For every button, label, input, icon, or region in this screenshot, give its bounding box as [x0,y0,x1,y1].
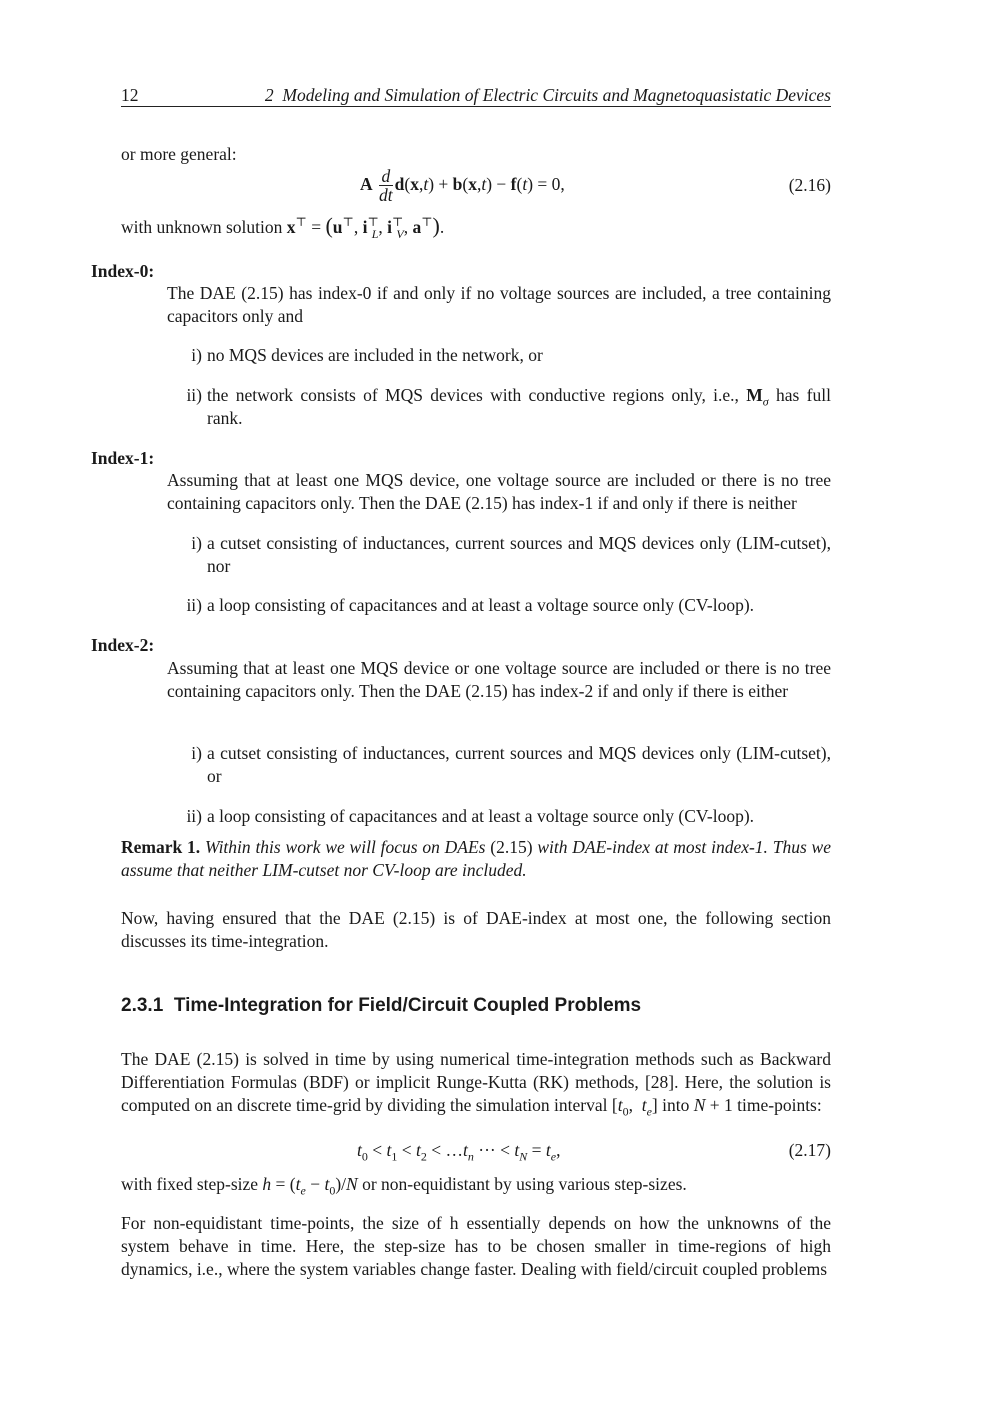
remark-text-a: Within this work we will focus on DAEs [204,837,486,857]
header-rule [121,106,831,107]
para1-text-b: into [657,1095,694,1115]
index1-text: Assuming that at least one MQS device, one voltage source are included or there is no tree containing capacitors only. Then the DAE (2.15) has index-1 if and only if there is neither [167,470,831,513]
remark-text-b: with DAE-index at most index-1. Thus we assume that neither LIM-cutset nor CV-loop are included. [121,837,832,880]
section-heading [121,994,641,1017]
general-text: or more general: [121,144,237,164]
index2-item1-marker: i) [191,743,202,763]
index0-item2-text-before: the network consists of MQS devices with conductive regions only, i.e., [207,385,747,405]
page-number: 12 [121,85,139,105]
index0-item1-text: no MQS devices are included in the network, or [207,345,543,365]
non-equidistant-paragraph: For non-equidistant time-points, the size of h essentially depends on how the unknowns of the system behave in time. Here, the step-size has to be chosen smaller in time-regions of high dynamics, i.e., where the system variables change faster. Dealing with field/circuit coupled problems [121,1213,831,1279]
index1-item1-text: a cutset consisting of inductances, current sources and MQS devices only (LIM-cutset), nor [207,533,831,576]
index1-item1-marker: i) [191,533,202,553]
integration-paragraph [121,1048,831,1117]
index2-item2-text: a loop consisting of capacitances and at least a voltage source only (CV-loop). [207,806,755,826]
equation-2-16: A $\frac{d}{dt}$ d(x,t) + b(x,t) − f(t) = 0, [360,166,565,206]
remark-paragraph [121,836,831,882]
m-sigma-symbol: $M_\sigma$ [746,385,769,409]
equation-number-2-17: (2.17) [788,1140,831,1160]
index1-item2-marker: ii) [186,595,202,615]
para1-text-a: The DAE (2.15) is solved in time by using numerical time-integration methods such as Backward Differentiation Formulas (BDF) or implicit Runge-Kutta (RK) methods, [28]. Here, the solution is computed on an discrete time-grid by dividing the simulation interval [121,1049,831,1115]
equation-number-2-16: (2.16) [788,175,831,195]
remark-ref: (2.15) [490,837,533,857]
equation-2-17: $t_0 < t_1 < t_2$ < $\dots t_n$ ··· < $t_N = t_e$, [357,1140,561,1164]
unknown-solution-vector: x⊤ = (u⊤, $i^⊤_L$, $i^⊤_V$, a⊤). [286,213,445,241]
index1-label: Index-1: [91,448,155,468]
index0-item1-marker: i) [191,345,202,365]
index0-item2-text-after: has full rank. [207,385,831,428]
n-plus-one-expression: N + 1 [693,1095,733,1115]
step-size-text-b: or non-equidistant by using various step-sizes. [357,1174,687,1194]
running-title: 2 Modeling and Simulation of Electric Circuits and Magnetoquasistatic Devices [264,85,831,105]
index2-label: Index-2: [91,635,155,655]
unknown-solution-text: with unknown solution [121,217,287,237]
interval-expression: [$t_0$, $t_e$] [611,1095,658,1119]
index0-item2-marker: ii) [186,385,202,405]
section-number: 2.3.1 [121,995,164,1016]
index0-item2-text [207,384,831,430]
index0-label: Index-0: [91,261,155,281]
step-size-line [121,1173,687,1196]
remark-label: Remark 1. [121,837,201,857]
transition-paragraph: Now, having ensured that the DAE (2.15) is of DAE-index at most one, the following section discusses its time-integration. [121,908,831,951]
index2-text: Assuming that at least one MQS device or one voltage source are included or there is no tree containing capacitors only. Then the DAE (2.15) has index-2 if and only if there is either [167,658,831,701]
para1-text-c: time-points: [732,1095,822,1115]
step-size-formula: $h = (t_e - t_0)/N$ [262,1174,358,1198]
index1-item2-text: a loop consisting of capacitances and at least a voltage source only (CV-loop). [207,595,755,615]
step-size-text-a: with fixed step-size [121,1174,263,1194]
unknown-solution-line [121,214,444,239]
index2-item2-marker: ii) [186,806,202,826]
section-title: Time-Integration for Field/Circuit Coupled Problems [173,995,642,1016]
index0-text: The DAE (2.15) has index-0 if and only if no voltage sources are included, a tree containing capacitors only and [167,283,831,326]
index2-item1-text: a cutset consisting of inductances, current sources and MQS devices only (LIM-cutset), or [207,743,831,786]
